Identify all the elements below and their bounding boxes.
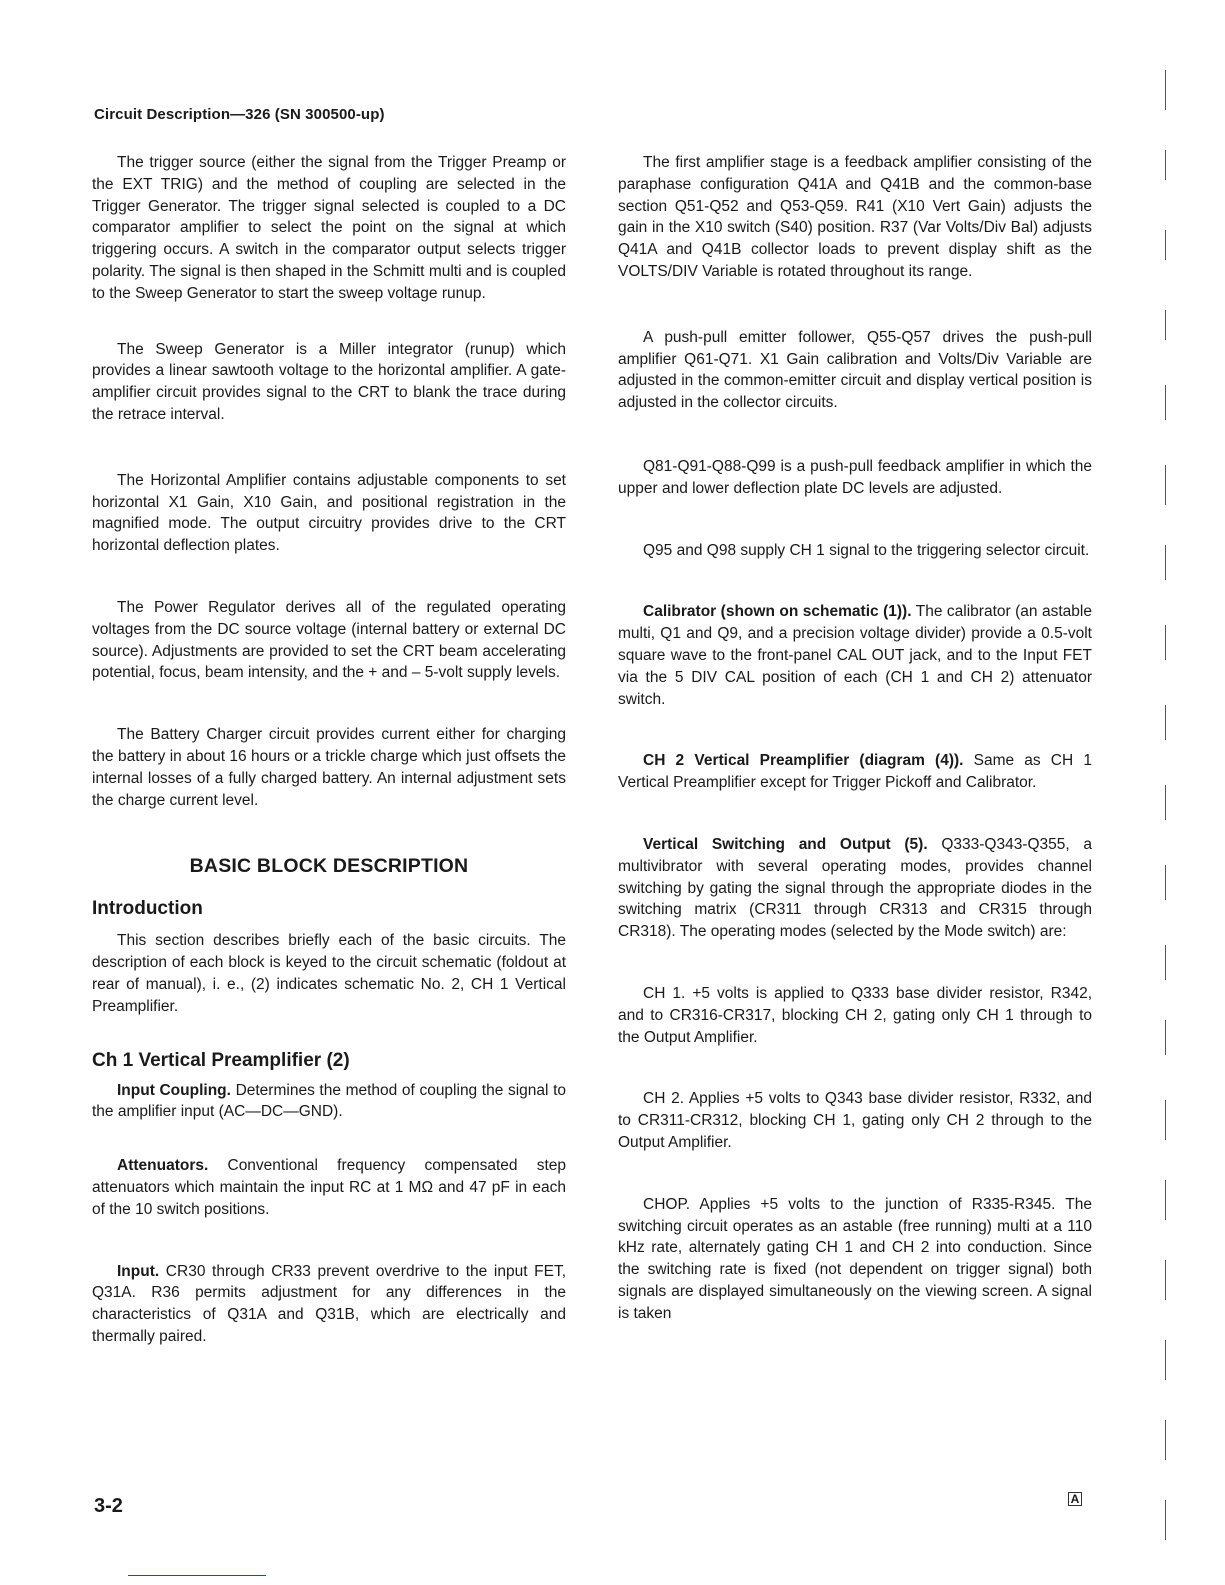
paragraph-vertical-switching: Vertical Switching and Output (5). Q333-Q343-Q355, a multivibrator with several operating modes, provides channel switching by gating the signal through the appropriate diodes in the switching matrix (CR311 through CR313 and CR315 through CR318). The operating modes (selected by the Mode switch) are: (618, 835, 1092, 941)
scan-edge-mark (1165, 1340, 1166, 1380)
left-column (92, 152, 566, 1348)
paragraph-ch2-preamp: CH 2 Vertical Preamplifier (diagram (4)). Same as CH 1 Vertical Preamplifier except for Trigger Pickoff and Calibrator. (618, 752, 1092, 792)
paragraph-first-amplifier: The first amplifier stage is a feedback amplifier consisting of the paraphase configuration Q41A and Q41B and the common-base section Q51-Q52 and Q53-Q59. R41 (X10 Vert Gain) adjusts the gain in the X10 switch (S40) position. R37 (Var Volts/Div Bal) adjusts Q41A and Q41B collector loads to prevent display shift as the VOLTS/DIV Variable is rotated throughout its range. (618, 154, 1092, 280)
paragraph-introduction: This section describes briefly each of the basic circuits. The description of each block is keyed to the circuit schematic (foldout at rear of manual), i. e., (2) indicates schematic No. 2, CH 1 Vertical Preamplifier. (92, 932, 566, 1015)
paragraph-mode-chop: CHOP. Applies +5 volts to the junction of R335-R345. The switching circuit operates as an astable (free running) multi at a 110 kHz rate, alternately gating CH 1 and CH 2 into conduction. Since the switching rate is fixed (not dependent on trigger signal) both signals are displayed simultaneously on the viewing screen. A signal is taken (618, 1195, 1092, 1322)
paragraph-battery-charger: The Battery Charger circuit provides current either for charging the battery in about 16 hours or a trickle charge which just offsets the internal losses of a fully charged battery. An internal adjustment sets the charge current level. (92, 726, 566, 809)
page-number: 3-2 (94, 1495, 123, 1517)
scan-edge-mark (1165, 945, 1166, 980)
run-in-vertical-switching: Vertical Switching and Output (5). (643, 835, 928, 853)
paragraph-trigger-generator: The trigger source (either the signal from the Trigger Preamp or the EXT TRIG) and the method of coupling are selected in the Trigger Generator. The trigger signal selected is coupled to a DC comparator amplifier to select the point on the signal at which triggering occurs. A switch in the comparator output selects trigger polarity. The signal is then shaped in the Schmitt multi and is coupled to the Sweep Generator to start the sweep voltage runup. (92, 154, 566, 302)
run-in-calibrator: Calibrator (shown on schematic (1)). (643, 603, 912, 621)
subheading-introduction: Introduction (92, 898, 203, 920)
scan-edge-mark (1165, 1260, 1166, 1300)
scan-edge-mark (1165, 1180, 1166, 1220)
scan-edge-mark (1165, 385, 1166, 420)
paragraph-power-regulator: The Power Regulator derives all of the regulated operating voltages from the DC source voltage (internal battery or external DC source). Adjustments are provided to set the CRT beam accelerating potential, focus, beam intensity, and the + and – 5-volt supply levels. (92, 598, 566, 682)
paragraph-mode-ch1: CH 1. +5 volts is applied to Q333 base divider resistor, R342, and to CR316-CR317, blocking CH 2, gating only CH 1 through to the Output Amplifier. (618, 984, 1092, 1046)
section-heading-basic-block: BASIC BLOCK DESCRIPTION (189, 855, 469, 878)
paragraph-mode-ch2: CH 2. Applies +5 volts to Q343 base divider resistor, R332, and to CR311-CR312, blocking CH 1, gating only CH 2 through to the Output Amplifier. (618, 1090, 1092, 1151)
scan-edge-mark (1165, 625, 1166, 660)
paragraph-input: Input. CR30 through CR33 prevent overdrive to the input FET, Q31A. R36 permits adjustment for any differences in the characteristics of Q31A and Q31B, which are electrically and thermally paired. (92, 1262, 566, 1345)
scan-edge-mark (1165, 150, 1166, 180)
right-column (618, 152, 1092, 1324)
scan-edge-mark (1165, 865, 1166, 900)
paragraph-calibrator: Calibrator (shown on schematic (1)). The calibrator (an astable multi, Q1 and Q9, and a precision voltage divider) provide a 0.5-volt square wave to the front-panel CAL OUT jack, and to the Input FET via the 5 DIV CAL position of each (CH 1 and CH 2) attenuator switch. (618, 603, 1092, 708)
scan-edge-mark (1165, 1100, 1166, 1140)
scan-underline-mark (128, 1575, 266, 1576)
run-in-input: Input. (117, 1262, 160, 1280)
paragraph-attenuators: Attenuators. Conventional frequency compensated step attenuators which maintain the input RC at 1 MΩ and 47 pF in each of the 10 switch positions. (92, 1157, 566, 1218)
scan-edge-mark (1165, 1420, 1166, 1460)
scan-edge-mark (1165, 1500, 1166, 1540)
scan-edge-mark (1165, 310, 1166, 340)
scan-edge-mark (1165, 70, 1166, 110)
run-in-ch2-preamp: CH 2 Vertical Preamplifier (diagram (4)). (643, 752, 964, 770)
scan-edge-mark (1165, 785, 1166, 820)
scan-edge-mark (1165, 230, 1166, 260)
paragraph-sweep-generator: The Sweep Generator is a Miller integrator (runup) which provides a linear sawtooth voltage to the horizontal amplifier. A gate-amplifier circuit provides signal to the CRT to blank the trace during the retrace interval. (92, 340, 566, 423)
revision-mark: A (1068, 1492, 1082, 1506)
scan-edge-mark (1165, 465, 1166, 505)
paragraph-triggering-supply: Q95 and Q98 supply CH 1 signal to the triggering selector circuit. (643, 541, 1090, 559)
paragraph-horizontal-amplifier: The Horizontal Amplifier contains adjustable components to set horizontal X1 Gain, X10 Gain, and positional registration in the magnified mode. The output circuitry provides drive to the CRT horizontal deflection plates. (92, 471, 566, 555)
paragraph-input-coupling: Input Coupling. Determines the method of coupling the signal to the amplifier input (AC—DC—GND). (92, 1081, 566, 1121)
subheading-ch1-preamp: Ch 1 Vertical Preamplifier (2) (92, 1049, 350, 1071)
paragraph-push-pull-follower: A push-pull emitter follower, Q55-Q57 drives the push-pull amplifier Q61-Q71. X1 Gain calibration and Volts/Div Variable are adjusted in the common-emitter circuit and display vertical position is adjusted in the collector circuits. (618, 328, 1092, 412)
paragraph-feedback-amplifier: Q81-Q91-Q88-Q99 is a push-pull feedback amplifier in which the upper and lower deflection plate DC levels are adjusted. (618, 457, 1092, 497)
run-in-attenuators: Attenuators. (117, 1157, 209, 1175)
page-header: Circuit Description—326 (SN 300500-up) (94, 106, 385, 123)
run-in-input-coupling: Input Coupling. (117, 1081, 231, 1099)
scan-edge-mark (1165, 1020, 1166, 1055)
scan-edge-mark (1165, 545, 1166, 580)
scan-edge-mark (1165, 705, 1166, 740)
